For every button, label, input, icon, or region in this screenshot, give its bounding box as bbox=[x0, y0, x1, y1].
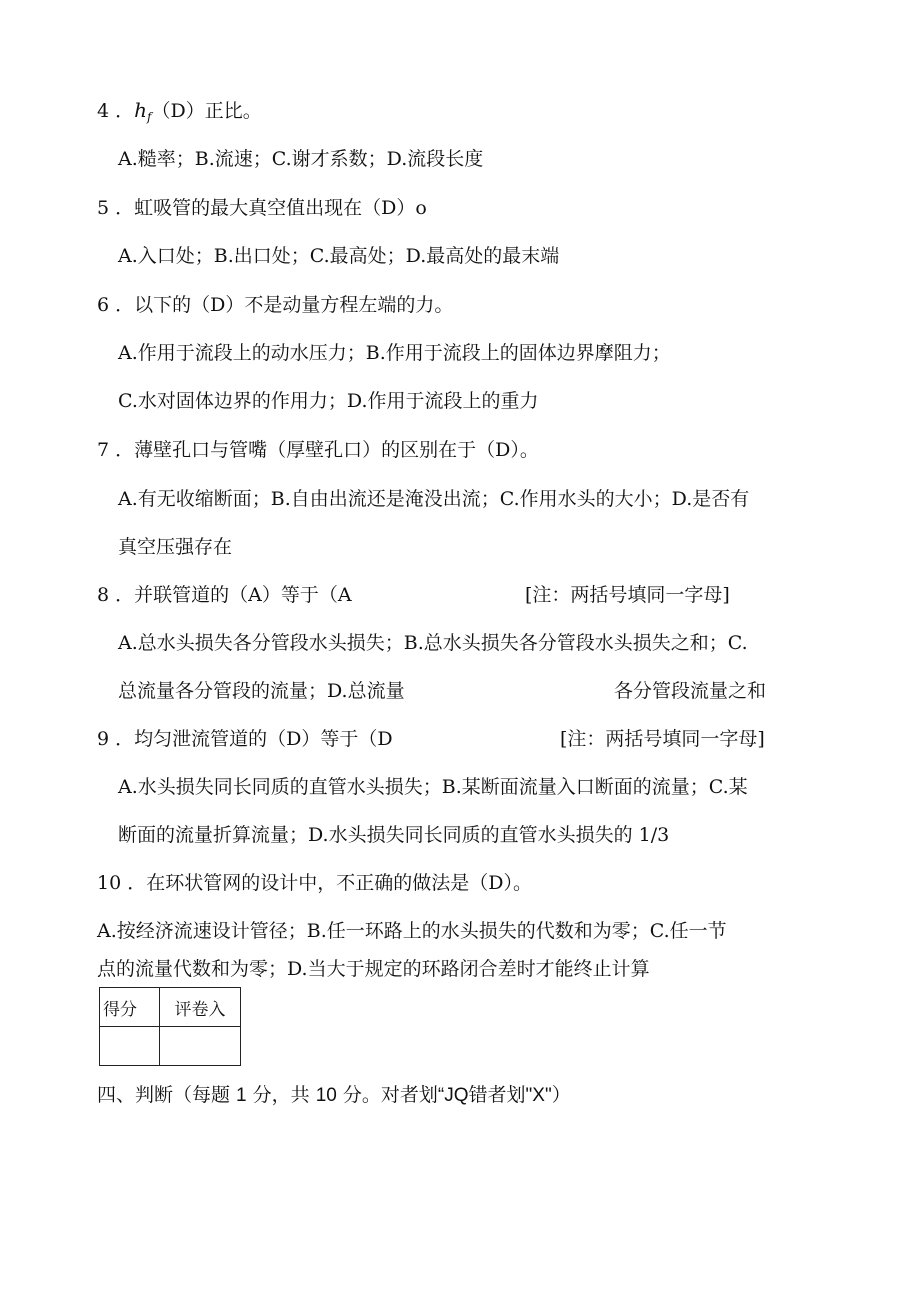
question-6-options-line2: C.水对固体边界的作用力；D.作用于流段上的重力 bbox=[118, 390, 539, 412]
correct-mark: “JQ bbox=[437, 1085, 469, 1106]
question-5-stem: 5 ．虹吸管的最大真空值出现在（D）o bbox=[97, 197, 427, 219]
section-heading-judgement: 四、判断（每题 1 分，共 10 分。对者划“JQ错者划"X"） bbox=[97, 1084, 571, 1106]
wrong-mark: "X" bbox=[525, 1085, 552, 1106]
grader-cell[interactable] bbox=[160, 1027, 241, 1066]
question-10-options-line1: A.按经济流速设计管径；B.任一环路上的水头损失的代数和为零；C.任一节 bbox=[97, 920, 727, 942]
question-4-number: 4 ． bbox=[97, 100, 135, 122]
score-cell[interactable] bbox=[100, 1027, 160, 1066]
question-9-note: [注：两括号填同一字母] bbox=[560, 728, 765, 750]
question-8-options-line1: A.总水头损失各分管段水头损失；B.总水头损失各分管段水头损失之和；C. bbox=[118, 632, 748, 654]
question-6-options-line1: A.作用于流段上的动水压力；B.作用于流段上的固体边界摩阻力； bbox=[118, 342, 671, 364]
question-9-stem: 9 ．均匀泄流管道的（D）等于（D bbox=[97, 728, 393, 750]
question-4 bbox=[97, 97, 262, 130]
question-8-options-line2a: 总流量各分管段的流量；D.总流量 bbox=[118, 680, 405, 702]
question-8-stem: 8 ．并联管道的（A）等于（A bbox=[97, 584, 352, 606]
question-8-options-line2b: 各分管段流量之和 bbox=[614, 680, 767, 702]
score-table-header-row bbox=[100, 988, 241, 1027]
question-10-options-line2: 点的流量代数和为零；D.当大于规定的环路闭合差时才能终止计算 bbox=[97, 958, 650, 980]
head-loss-symbol: $h_f$ bbox=[134, 98, 152, 124]
question-4-stem: （D）正比。 bbox=[151, 100, 262, 122]
question-10-stem: 10 ．在环状管网的设计中，不正确的做法是（D）。 bbox=[97, 872, 532, 894]
question-9-options-line1: A.水头损失同长同质的直管水头损失；B.某断面流量入口断面的流量；C.某 bbox=[118, 776, 748, 798]
score-table bbox=[99, 987, 241, 1066]
score-header: 得分 bbox=[100, 988, 160, 1027]
question-9-options-line2: 断面的流量折算流量；D.水头损失同长同质的直管水头损失的 1/3 bbox=[118, 824, 670, 846]
question-8-note: [注：两括号填同一字母] bbox=[525, 584, 730, 606]
question-4-options: A.糙率；B.流速；C.谢才系数；D.流段长度 bbox=[118, 148, 484, 170]
grader-header: 评卷入 bbox=[160, 988, 241, 1027]
question-7-options-line2: 真空压强存在 bbox=[118, 536, 233, 558]
question-5-options: A.入口处；B.出口处；C.最高处；D.最高处的最末端 bbox=[118, 245, 560, 267]
question-7-options-line1: A.有无收缩断面；B.自由出流还是淹没出流；C.作用水头的大小；D.是否有 bbox=[118, 488, 750, 510]
question-6-stem: 6 ．以下的（D）不是动量方程左端的力。 bbox=[97, 294, 454, 316]
question-7-stem: 7 ．薄壁孔口与管嘴（厚壁孔口）的区别在于（D）。 bbox=[97, 439, 539, 461]
score-table-entry-row bbox=[100, 1027, 241, 1066]
